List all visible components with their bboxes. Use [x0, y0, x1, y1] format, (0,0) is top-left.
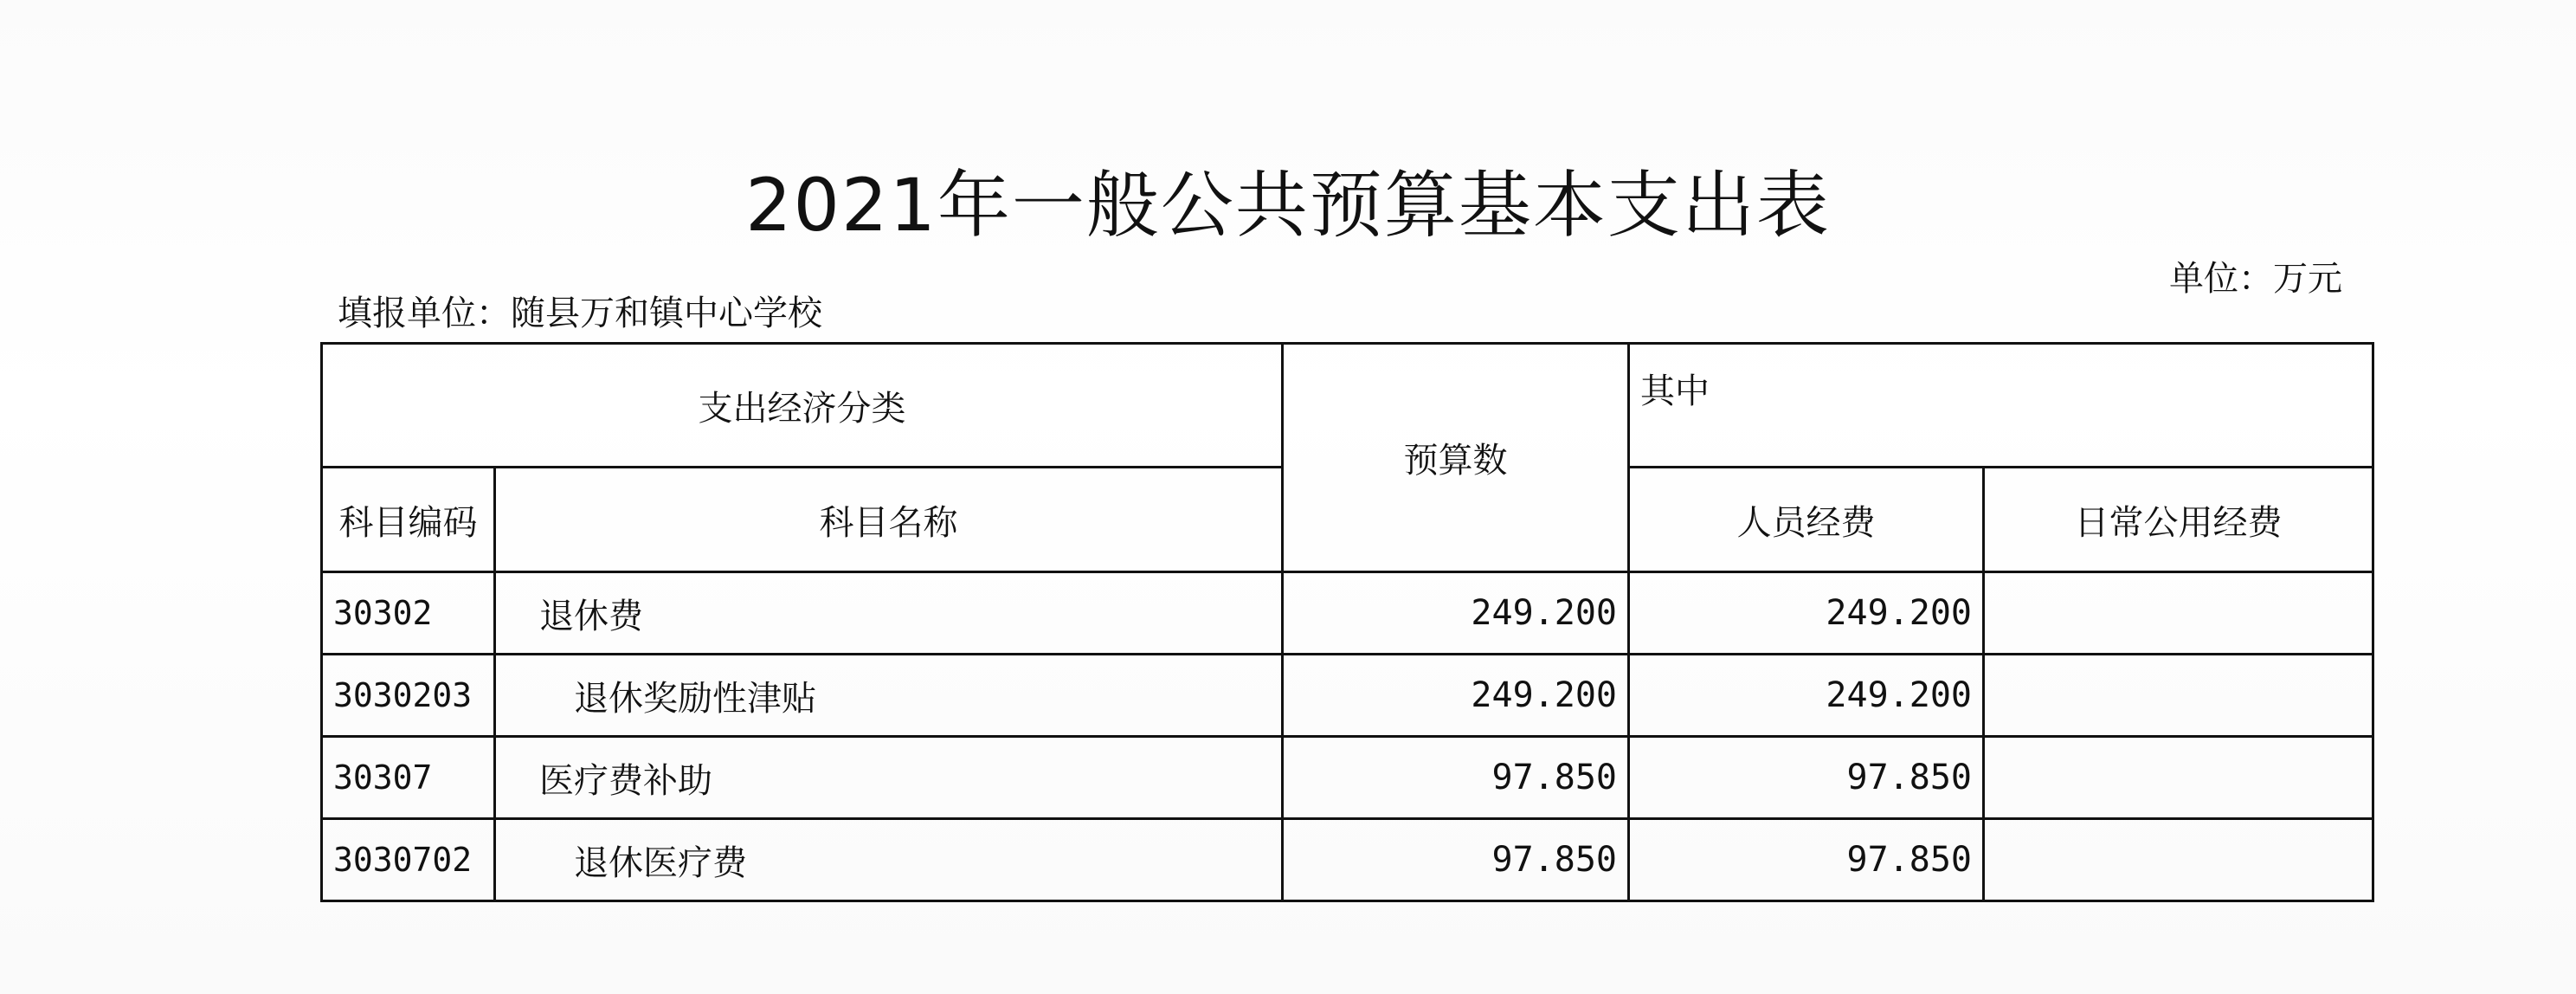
page-title: 2021年一般公共预算基本支出表	[745, 163, 1831, 248]
cell-budget: 97.850	[1283, 819, 1629, 901]
header-public-expense: 日常公用经费	[1984, 468, 2373, 572]
header-subject-code: 科目编码	[322, 468, 495, 572]
cell-code: 30307	[322, 737, 495, 819]
cell-budget: 249.200	[1283, 572, 1629, 655]
cell-public	[1984, 572, 2373, 655]
cell-public	[1984, 819, 2373, 901]
budget-table	[320, 342, 2374, 902]
cell-personnel: 97.850	[1629, 819, 1984, 901]
cell-personnel: 249.200	[1629, 572, 1984, 655]
header-personnel-expense: 人员经费	[1629, 468, 1984, 572]
unit-label: 单位：万元	[2169, 259, 2342, 299]
table-header-row-1	[322, 344, 2373, 468]
table-row	[322, 737, 2373, 819]
cell-code: 3030203	[322, 655, 495, 737]
cell-name: 退休奖励性津贴	[495, 655, 1283, 737]
header-budget-amount: 预算数	[1283, 344, 1629, 572]
table-row	[322, 572, 2373, 655]
cell-public	[1984, 655, 2373, 737]
cell-name: 退休费	[495, 572, 1283, 655]
cell-public	[1984, 737, 2373, 819]
cell-code: 30302	[322, 572, 495, 655]
cell-name: 医疗费补助	[495, 737, 1283, 819]
header-subject-name: 科目名称	[495, 468, 1283, 572]
header-of-which: 其中	[1629, 344, 2373, 468]
table-row	[322, 655, 2373, 737]
filler-unit-label: 填报单位：随县万和镇中心学校	[338, 294, 822, 333]
cell-code: 3030702	[322, 819, 495, 901]
cell-personnel: 249.200	[1629, 655, 1984, 737]
header-expenditure-category: 支出经济分类	[322, 344, 1283, 468]
table-row	[322, 819, 2373, 901]
cell-name: 退休医疗费	[495, 819, 1283, 901]
cell-personnel: 97.850	[1629, 737, 1984, 819]
cell-budget: 249.200	[1283, 655, 1629, 737]
cell-budget: 97.850	[1283, 737, 1629, 819]
